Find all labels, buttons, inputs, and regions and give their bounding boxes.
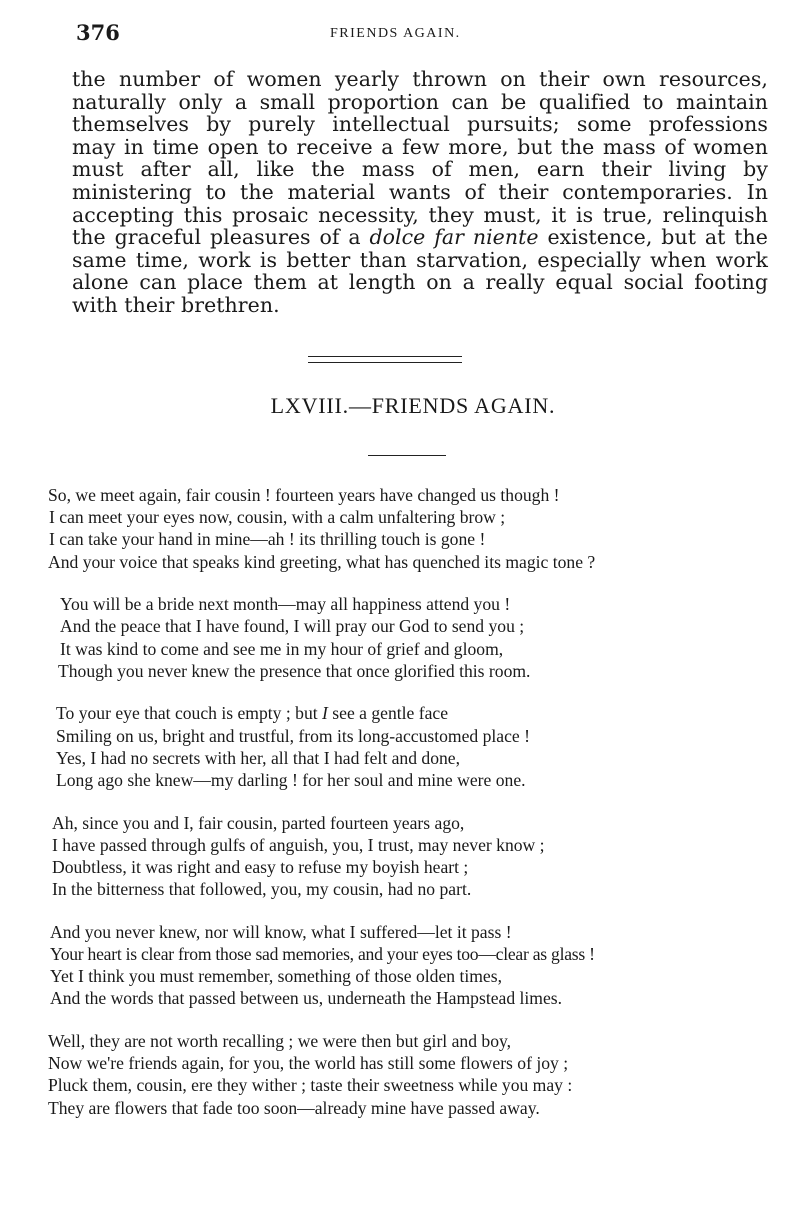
- italic-word: I: [322, 703, 328, 724]
- prose-line: same time, work is better than starvation, especially when work: [72, 247, 768, 272]
- verse-line: So, we meet again, fair cousin ! fourteen years have changed us though !: [48, 485, 560, 505]
- verse-line-with-italic: [48, 702, 768, 724]
- prose-line-end: existence, but at the: [538, 225, 768, 250]
- verse-line: Doubtless, it was right and easy to refuse my boyish heart ;: [52, 857, 469, 878]
- prose-line: themselves by purely intellectual pursuits; some professions: [72, 112, 768, 137]
- stanza: [48, 812, 768, 901]
- verse-line: They are flowers that fade too soon—already mine have passed away.: [48, 1097, 540, 1118]
- verse-line: Though you never knew the presence that once glorified this room.: [58, 660, 531, 681]
- verse-line: Ah, since you and I, fair cousin, parted fourteen years ago,: [52, 812, 465, 833]
- verse-line: Now we're friends again, for you, the world has still some flowers of joy ;: [48, 1053, 569, 1074]
- running-head: FRIENDS AGAIN.: [330, 26, 461, 41]
- verse-line: Well, they are not worth recalling ; we were then but girl and boy,: [48, 1031, 512, 1052]
- verse-line: Your heart is clear from those sad memories, and your eyes too—clear as glass !: [50, 944, 595, 965]
- prose-paragraph: [72, 68, 768, 317]
- verse-line: You will be a bride next month—may all happiness attend you !: [60, 594, 511, 615]
- page-number: 376: [76, 20, 120, 45]
- verse-line: And your voice that speaks kind greeting, what has quenched its magic tone ?: [48, 551, 596, 572]
- prose-line: ministering to the material wants of their contemporaries. In: [72, 179, 768, 204]
- stanza: [48, 1030, 768, 1119]
- verse-line: And the words that passed between us, underneath the Hampstead limes.: [50, 988, 563, 1009]
- prose-line: alone can place them at length on a really equal social footing: [72, 270, 768, 295]
- stanza: [48, 921, 768, 1010]
- title-rule: [368, 455, 446, 456]
- verse-line: In the bitterness that followed, you, my cousin, had no part.: [52, 879, 472, 900]
- prose-line-with-italic: [72, 226, 768, 249]
- prose-line: accepting this prosaic necessity, they must, it is true, relinquish: [72, 202, 768, 227]
- verse-line-end: see a gentle face: [327, 703, 449, 724]
- prose-line: with their brethren.: [72, 292, 280, 317]
- verse-line: I can meet your eyes now, cousin, with a calm unfaltering brow ;: [49, 507, 506, 528]
- prose-line-start: the graceful pleasures of a: [72, 225, 370, 250]
- prose-line: must after all, like the mass of men, earn their living by: [72, 157, 768, 182]
- verse-line: Long ago she knew—my darling ! for her soul and mine were one.: [56, 770, 526, 791]
- verse-line: It was kind to come and see me in my hour of grief and gloom,: [60, 638, 504, 659]
- prose-line: naturally only a small proportion can be qualified to maintain: [72, 89, 768, 114]
- verse-line: And the peace that I have found, I will pray our God to send you ;: [60, 616, 525, 637]
- verse-line: I can take your hand in mine—ah ! its thrilling touch is gone !: [49, 529, 486, 550]
- prose-line: may in time open to receive a few more, but the mass of women: [72, 134, 768, 159]
- verse-line: Yes, I had no secrets with her, all that I had felt and done,: [56, 747, 461, 768]
- stanza: [48, 593, 768, 682]
- poem: [48, 484, 768, 1139]
- verse-line: And you never knew, nor will know, what I suffered—let it pass !: [50, 921, 512, 942]
- stanza: [48, 484, 768, 573]
- verse-line-start: To your eye that couch is empty ; but: [56, 703, 323, 724]
- prose-line: the number of women yearly thrown on their own resources,: [72, 67, 768, 91]
- section-divider: [308, 356, 462, 363]
- stanza: [48, 702, 768, 791]
- verse-line: Pluck them, cousin, ere they wither ; taste their sweetness while you may :: [48, 1075, 573, 1096]
- verse-line: Smiling on us, bright and trustful, from its long-accustomed place !: [56, 725, 530, 746]
- verse-line: I have passed through gulfs of anguish, you, I trust, may never know ;: [52, 834, 545, 855]
- chapter-title: LXVIII.—FRIENDS AGAIN.: [270, 393, 556, 418]
- italic-phrase: dolce far niente: [369, 225, 539, 250]
- verse-line: Yet I think you must remember, something of those olden times,: [50, 966, 502, 987]
